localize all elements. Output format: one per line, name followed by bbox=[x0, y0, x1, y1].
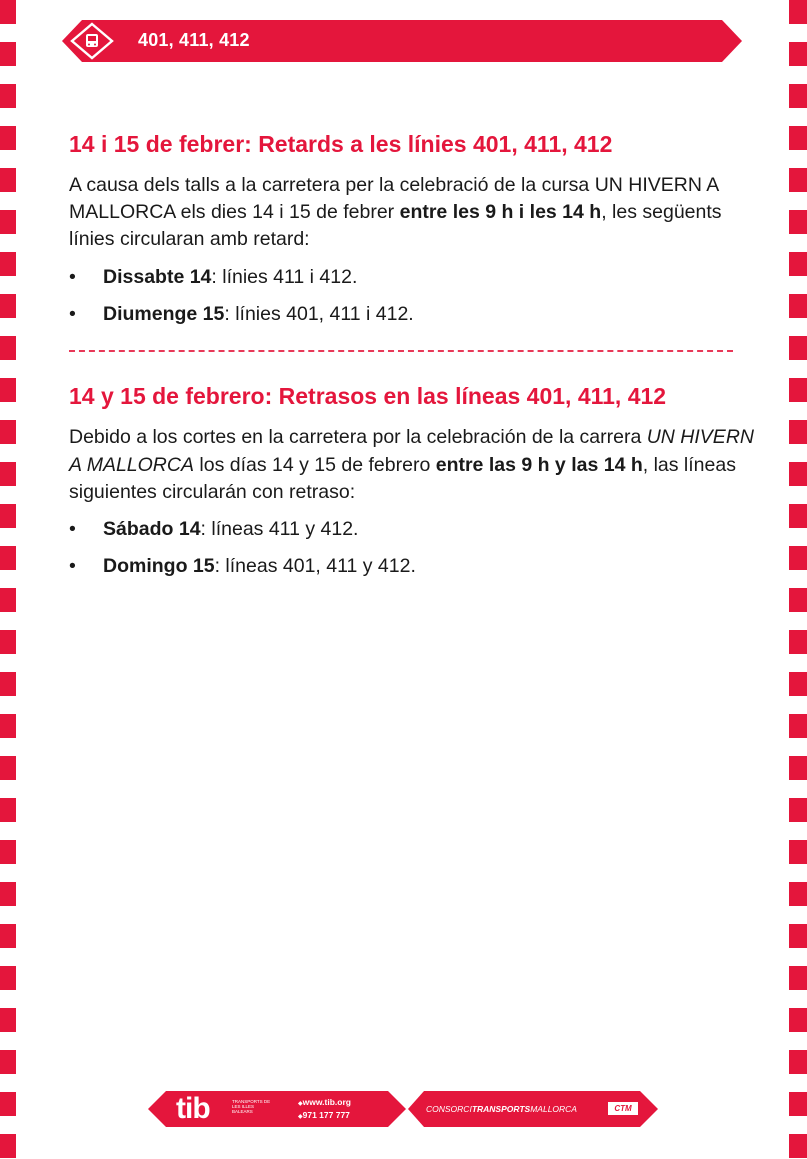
right-dashed-border bbox=[789, 0, 807, 1159]
header-banner bbox=[62, 20, 742, 62]
catalan-intro bbox=[69, 172, 759, 254]
bullet-icon: • bbox=[69, 518, 76, 541]
catalan-title: 14 i 15 de febrer: Retards a les línies 401, 411, 412 bbox=[69, 131, 613, 157]
phone-number: ◆ 971 177 777 bbox=[298, 1110, 351, 1123]
spanish-title: 14 y 15 de febrero: Retrasos en las líneas 401, 411, 412 bbox=[69, 383, 667, 410]
consortium-bold: TRANSPORTS bbox=[471, 1104, 531, 1114]
consortium-prefix: CONSORCI bbox=[426, 1104, 472, 1114]
spanish-intro-text-3: , las líneas siguientes circularán con retraso: bbox=[69, 453, 736, 503]
catalan-intro-bold: entre les 9 h i les 14 h bbox=[399, 201, 602, 224]
catalan-intro-text-1: A causa dels talls a la carretera per la celebració de la cursa UN HIVERN A MALLORCA els dies 14 i 15 de febrer bbox=[69, 173, 719, 224]
left-dashed-border bbox=[0, 0, 16, 1159]
bullet-icon: • bbox=[69, 303, 76, 326]
bus-icon bbox=[66, 21, 118, 61]
catalan-intro-text-2: , les següents línies circularan amb retard: bbox=[69, 201, 722, 251]
list-item-lines: : línies 401, 411 i 412. bbox=[224, 303, 414, 326]
list-item-day: Diumenge 15 bbox=[103, 303, 225, 326]
notice-catalan bbox=[69, 130, 759, 328]
list-item bbox=[69, 516, 759, 543]
tib-tagline: TRANSPORTS DE LES ILLES BALEARS bbox=[232, 1099, 271, 1114]
section-divider bbox=[69, 350, 733, 352]
consortium-suffix: MALLORCA bbox=[530, 1104, 577, 1114]
list-item-lines: : líneas 401, 411 y 412. bbox=[214, 555, 416, 578]
catalan-list bbox=[69, 264, 759, 329]
notice-spanish bbox=[69, 382, 759, 580]
list-item-day: Dissabte 14 bbox=[103, 265, 212, 288]
list-item-lines: : línies 411 i 412. bbox=[211, 265, 358, 288]
spanish-list bbox=[69, 516, 759, 581]
header-route-lines: 401, 411, 412 bbox=[138, 30, 250, 50]
website-link[interactable]: ◆ www.tib.org bbox=[298, 1097, 351, 1110]
list-item-day: Domingo 15 bbox=[103, 555, 215, 578]
spanish-intro-text-2: los días 14 y 15 de febrero bbox=[193, 453, 436, 476]
consortium-name bbox=[426, 1104, 577, 1114]
list-item bbox=[69, 553, 759, 580]
footer bbox=[148, 1091, 658, 1127]
bullet-icon: • bbox=[69, 555, 76, 578]
list-item bbox=[69, 301, 759, 328]
list-item bbox=[69, 264, 759, 291]
spanish-intro bbox=[69, 424, 759, 506]
ctm-logo: CTM bbox=[608, 1102, 638, 1115]
spanish-intro-italic: UN HIVERN A MALLORCA bbox=[69, 426, 754, 476]
spanish-intro-bold: entre las 9 h y las 14 h bbox=[435, 453, 643, 476]
list-item-day: Sábado 14 bbox=[103, 518, 201, 541]
tib-logo: tib bbox=[176, 1092, 210, 1125]
list-item-lines: : líneas 411 y 412. bbox=[200, 518, 359, 541]
bullet-icon: • bbox=[69, 265, 76, 288]
footer-contact bbox=[298, 1097, 351, 1123]
spanish-intro-text-1: Debido a los cortes en la carretera por la celebración de la carrera bbox=[69, 426, 647, 449]
notice-content bbox=[69, 130, 759, 591]
